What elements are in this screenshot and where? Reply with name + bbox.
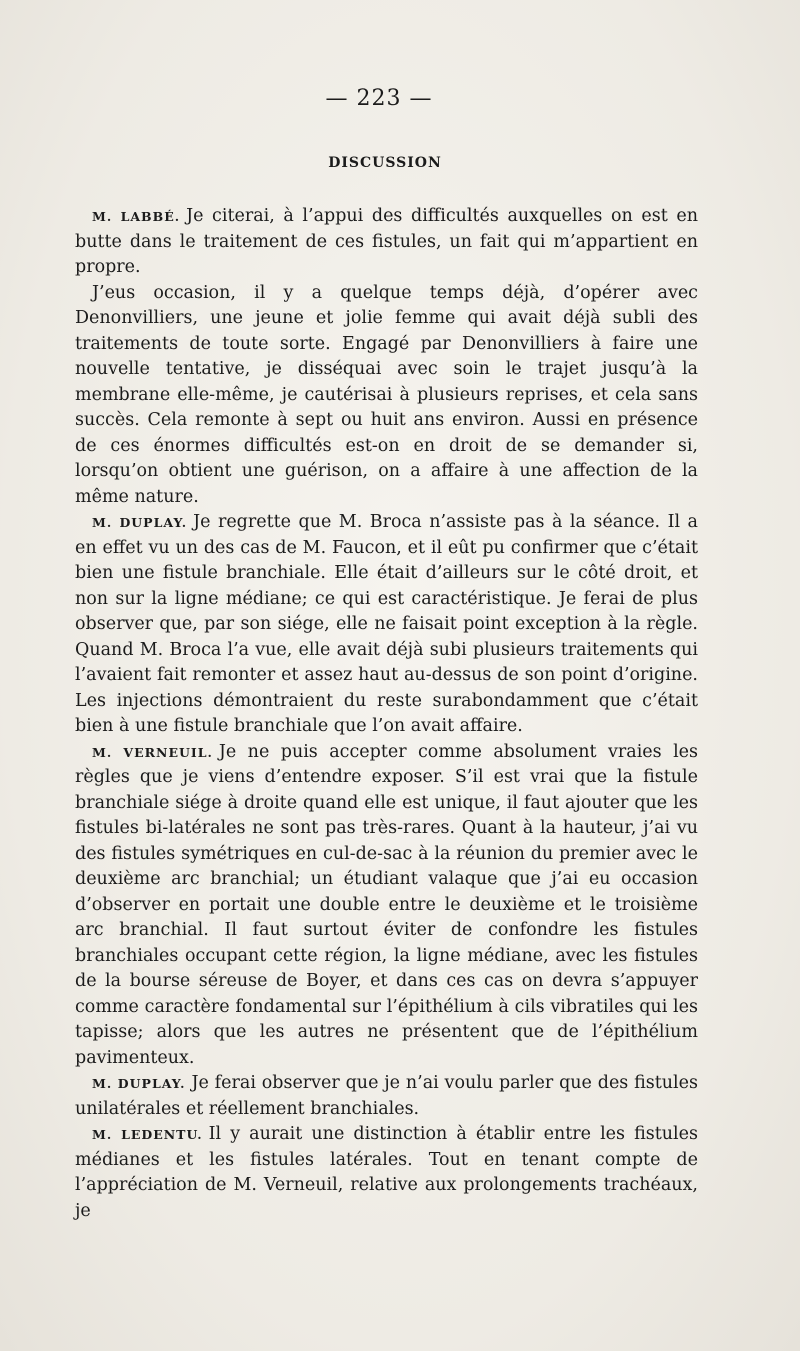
paragraph-text: Je ne puis accepter comme absolument vraies les règles que je viens d’entendre exposer. S’il est vrai que la fistule branchiale siége à droite quand elle est unique, il faut ajouter que les fistules bi-latérales ne sont pas très-rares. Quant à la hauteur, j’ai vu des fistules symétriques en cul-de-sac à la réunion du premier avec le deuxième arc branchial; un étudiant valaque que j’ai eu occasion d’observer en portait une double entre le deuxième et le troisième arc branchial. Il faut surtout éviter de confondre les fistules branchiales occupant cette région, la ligne médiane, avec les fistules de la bourse séreuse de Boyer, et dans ces cas on devra s’appuyer comme caractère fondamental sur l’épithélium à cils vibratiles qui les tapisse; alors que les autres ne présentent que de l’épithélium pavimenteux. xyxy=(75,741,699,1068)
speaker-name: M. LABBÉ. xyxy=(92,209,181,224)
paragraph-labbe-continued xyxy=(75,281,698,511)
paragraph-text: Je citerai, à l’appui des difficultés auxquelles on est en butte dans le traitement de ces fistules, un fait qui m’appartient en propre. xyxy=(75,206,698,277)
paragraph-labbe xyxy=(75,204,698,281)
paragraph-text: Il y aurait une distinction à établir entre les fistules médianes et les fistules latérales. Tout en tenant compte de l’appréciation de M. Verneuil, relative aux prolongements trachéaux, je xyxy=(75,1124,698,1221)
paragraph-text: J’eus occasion, il y a quelque temps déjà, d’opérer avec Denonvilliers, une jeune et jolie femme qui avait déjà subli des traitements de toute sorte. Engagé par Denonvilliers à faire une nouvelle tentative, je disséquai avec soin le trajet jusqu’à la membrane elle-même, je cautérisai à plusieurs reprises, et cela sans succès. Cela remonte à sept ou huit ans environ. Aussi en présence de ces énormes difficultés est-on en droit de se demander si, lorsqu’on obtient une guérison, on a affaire à une affection de la même nature. xyxy=(75,282,698,507)
section-heading: DISCUSSION xyxy=(328,155,442,171)
paragraph-text: Je regrette que M. Broca n’assiste pas à la séance. Il a en effet vu un des cas de M. Faucon, et il eût pu confirmer que c’était bien une fistule branchiale. Elle était d’ailleurs sur le côté droit, et non sur la ligne médiane; ce qui est caractéristique. Je ferai de plus observer que, par son siége, elle ne faisait point exception à la règle. Quand M. Broca l’a vue, elle avait déjà subi plusieurs traitements qui l’avaient fait remonter et assez haut au-dessus de son point d’origine. Les injections démontraient du reste surabondamment que c’était bien à une fistule branchiale que l’on avait affaire. xyxy=(75,512,698,736)
paragraph-verneuil xyxy=(75,740,698,1072)
body-text xyxy=(75,204,698,1224)
paragraph-duplay xyxy=(75,510,698,740)
paragraph-ledentu xyxy=(75,1122,698,1224)
paragraph-duplay-reply xyxy=(75,1071,698,1122)
speaker-name: M. VERNEUIL. xyxy=(92,744,213,760)
speaker-name: M. DUPLAY. xyxy=(92,1076,186,1091)
page-number: — 223 — xyxy=(325,86,433,111)
paragraph-text: Je ferai observer que je n’ai voulu parler que des fistules unilatérales et réellement branchiales. xyxy=(75,1073,698,1119)
speaker-name: M. LEDENTU. xyxy=(92,1127,203,1142)
speaker-name: M. DUPLAY. xyxy=(92,515,188,530)
